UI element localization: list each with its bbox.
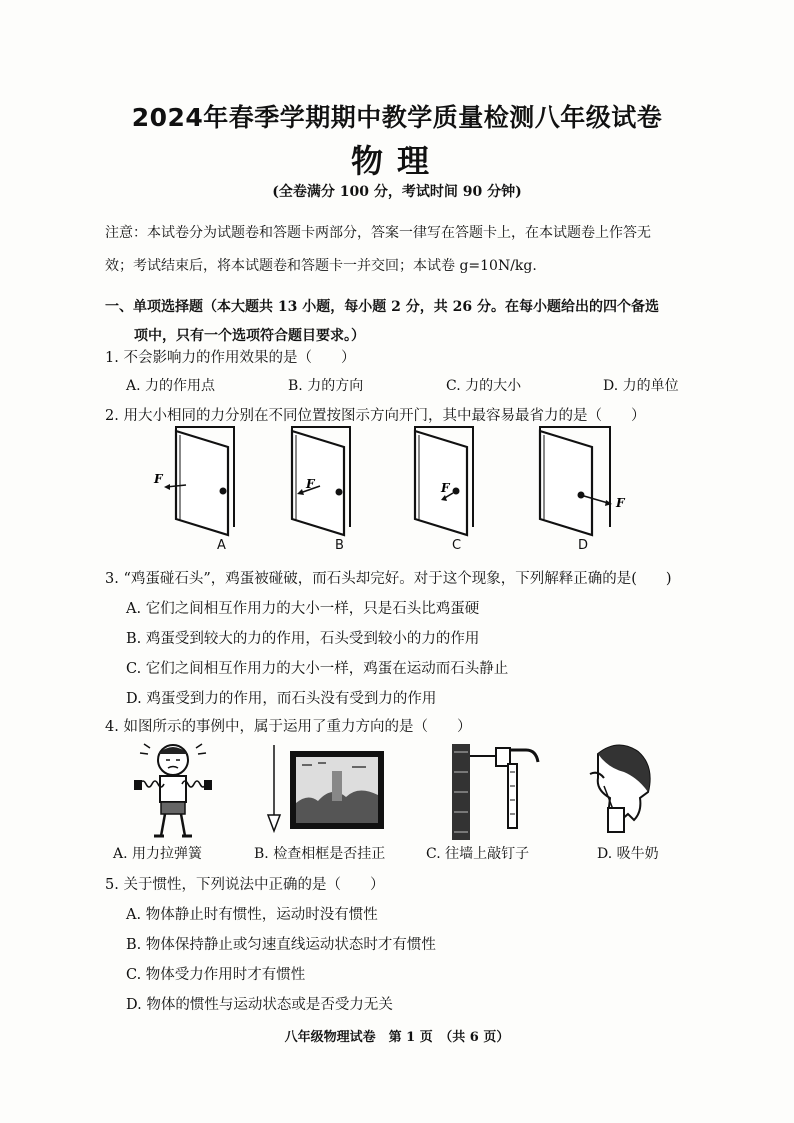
notice-line-1: 注意：本试卷分为试题卷和答题卡两部分，答案一律写在答题卡上，在本试题卷上作答无 (105, 225, 651, 241)
question-1-stem: 1. 不会影响力的作用效果的是（ ） (105, 350, 356, 366)
q5-option-a: A. 物体静止时有惯性，运动时没有惯性 (126, 907, 378, 923)
door-label-a: A (217, 538, 226, 553)
picture-frame-plumb-figure (262, 745, 392, 840)
q1-option-c: C. 力的大小 (446, 378, 522, 394)
door-figure-d (530, 425, 640, 540)
door-d-force-label: F (616, 496, 625, 510)
q5-option-d: D. 物体的惯性与运动状态或是否受力无关 (126, 997, 393, 1013)
q1-option-b: B. 力的方向 (288, 378, 364, 394)
door-figure-a (150, 425, 250, 540)
q3-option-b: B. 鸡蛋受到较大的力的作用，石头受到较小的力的作用 (126, 631, 480, 647)
hammer-nail-figure (450, 742, 550, 842)
q5-option-b: B. 物体保持静止或匀速直线运动状态时才有惯性 (126, 937, 436, 953)
q4-option-c: C. 往墙上敲钉子 (426, 846, 530, 862)
question-3-stem: 3. “鸡蛋碰石头”，鸡蛋被碰破，而石头却完好。对于这个现象，下列解释正确的是( ) (105, 571, 672, 587)
q3-option-d: D. 鸡蛋受到力的作用，而石头没有受到力的作用 (126, 691, 437, 707)
q1-option-a: A. 力的作用点 (126, 378, 216, 394)
question-2-stem: 2. 用大小相同的力分别在不同位置按图示方向开门，其中最容易最省力的是（ ） (105, 408, 646, 424)
q3-option-a: A. 它们之间相互作用力的大小一样，只是石头比鸡蛋硬 (126, 601, 480, 617)
q4-option-b: B. 检查相框是否挂正 (254, 846, 386, 862)
door-b-force-label: F (306, 477, 315, 491)
door-label-b: B (335, 538, 344, 553)
section-heading-line-2: 项中，只有一个选项符合题目要求。） (134, 328, 365, 344)
notice-line-2: 效；考试结束后，将本试题卷和答题卡一并交回；本试卷 g=10N/kg. (105, 258, 537, 274)
q1-option-d: D. 力的单位 (603, 378, 679, 394)
drinking-milk-figure (580, 742, 660, 842)
door-a-force-label: F (154, 472, 163, 486)
spring-pull-figure (128, 740, 218, 840)
question-4-stem: 4. 如图所示的事例中，属于运用了重力方向的是（ ） (105, 719, 472, 735)
page-footer: 八年级物理试卷 第 1 页 （共 6 页） (284, 1030, 510, 1045)
exam-info: (全卷满分 100 分，考试时间 90 分钟) (272, 184, 522, 200)
question-5-stem: 5. 关于惯性，下列说法中正确的是（ ） (105, 877, 385, 893)
q4-option-d: D. 吸牛奶 (597, 846, 659, 862)
door-figure-b (280, 425, 380, 540)
door-label-d: D (578, 538, 589, 553)
q5-option-c: C. 物体受力作用时才有惯性 (126, 967, 306, 983)
door-figure-c (405, 425, 505, 540)
door-c-force-label: F (441, 481, 450, 495)
q3-option-c: C. 它们之间相互作用力的大小一样，鸡蛋在运动而石头静止 (126, 661, 509, 677)
door-label-c: C (452, 538, 462, 553)
exam-title: 2024年春季学期期中教学质量检测八年级试卷 (131, 103, 663, 132)
section-heading-line-1: 一、单项选择题（本大题共 13 小题，每小题 2 分，共 26 分。在每小题给出的四个备选 (105, 299, 659, 315)
subject-title: 物理 (350, 142, 443, 180)
q4-option-a: A. 用力拉弹簧 (113, 846, 203, 862)
